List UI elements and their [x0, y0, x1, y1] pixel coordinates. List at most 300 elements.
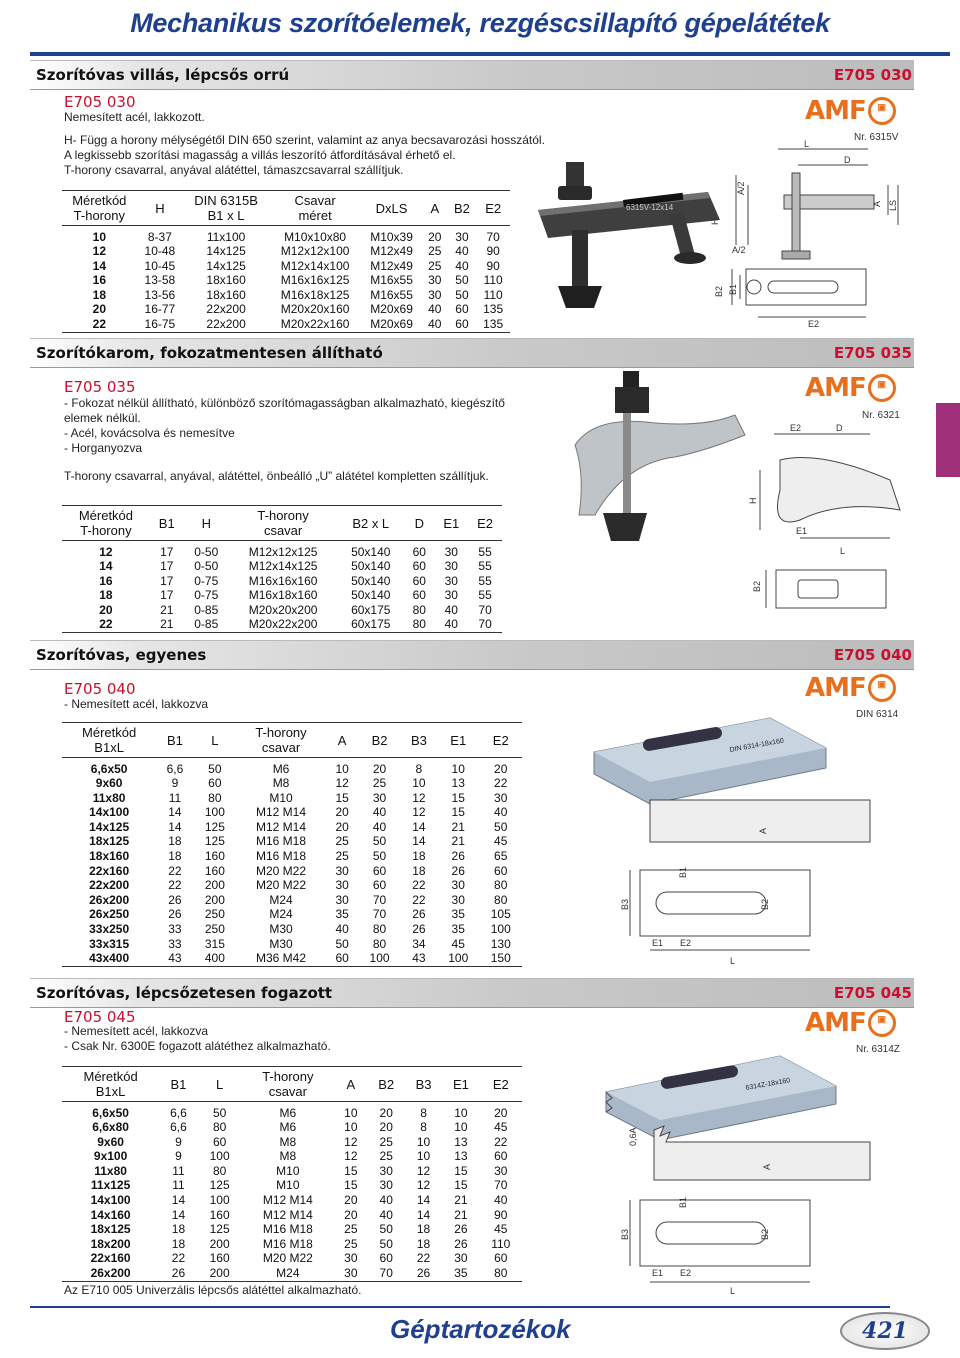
table-cell: 50	[372, 834, 387, 849]
dim-label: B2	[752, 580, 762, 592]
size-code-cell: 22x160	[90, 1251, 131, 1266]
table-cell: 135	[483, 302, 504, 317]
table-cell: 100	[490, 922, 511, 937]
table-cell: 6,6	[166, 761, 184, 776]
column-header-line: T-horony	[80, 523, 132, 538]
column-header	[479, 723, 522, 758]
table-cell: 30	[444, 544, 458, 559]
dim-label: E2	[808, 319, 820, 329]
table-cell: 22x200	[206, 302, 246, 317]
amf-logo-text: AMF	[805, 673, 866, 703]
column-header-line: E2	[485, 200, 502, 216]
table-cell: 60	[335, 951, 349, 966]
size-code-cell: 22	[99, 617, 113, 632]
table-cell: 18x160	[206, 273, 246, 288]
table-row	[62, 1193, 522, 1208]
table-cell: 15	[344, 1163, 358, 1178]
table-cell: 80	[372, 936, 387, 951]
column-header-line: B1 x L	[207, 208, 245, 223]
part-number-1: Nr. 6315V	[854, 132, 899, 143]
table-cell: 30	[494, 790, 508, 805]
table-header-row	[62, 191, 510, 226]
table-cell: 70	[379, 1266, 393, 1281]
table-cell: 60	[412, 559, 426, 574]
technical-drawing-3	[620, 800, 920, 970]
table-cell: 18	[412, 849, 426, 864]
size-code-cell: 6,6x50	[92, 1105, 129, 1120]
table-cell: 30	[451, 892, 465, 907]
table-cell: 45	[451, 936, 465, 951]
table-cell: 12	[416, 1178, 431, 1193]
table-cell: 30	[335, 878, 349, 893]
amf-ring-icon: ▣	[868, 97, 896, 125]
table-cell: 8	[420, 1105, 427, 1120]
dim-label: B2	[714, 285, 724, 297]
table-cell: 18	[416, 1236, 431, 1251]
table-row	[62, 1266, 522, 1281]
table-row	[62, 603, 502, 618]
table-cell: M16x55	[370, 287, 413, 302]
table-row	[62, 849, 522, 864]
size-code-cell: 14	[92, 258, 106, 273]
column-header-line: méret	[298, 208, 332, 223]
column-header-line: B2	[371, 732, 388, 748]
table-cell: 17	[160, 588, 174, 603]
table-cell: 100	[209, 1149, 230, 1164]
spec-table-4	[62, 1066, 522, 1282]
table-cell: 10	[416, 1149, 431, 1164]
table-cell: 80	[212, 1163, 227, 1178]
column-header	[368, 1067, 405, 1102]
table-cell: 160	[209, 1251, 230, 1266]
dim-label: H	[748, 497, 758, 504]
technical-drawing-4	[620, 1110, 920, 1300]
spec-table-1	[62, 190, 510, 333]
table-cell: 15	[454, 1163, 468, 1178]
size-code-cell: 26x200	[89, 892, 130, 907]
table-cell: 22	[412, 892, 426, 907]
table-cell: 33	[168, 922, 182, 937]
table-cell: 13-58	[144, 273, 176, 288]
table-cell: 26	[451, 849, 465, 864]
table-cell: 45	[494, 834, 508, 849]
size-code-cell: 6,6x80	[92, 1120, 129, 1135]
size-code-cell: 14x125	[89, 819, 130, 834]
table-cell: 60	[494, 1149, 508, 1164]
table-cell: 50	[372, 849, 387, 864]
table-cell: 22	[412, 878, 426, 893]
description-1	[64, 110, 545, 178]
photo-label-4: 6314Z-18x160	[745, 1077, 791, 1092]
column-header-line: DIN 6315B	[194, 193, 258, 208]
dim-label: B1	[678, 866, 688, 878]
size-code-cell: 11x125	[90, 1178, 131, 1193]
table-cell: 50	[212, 1105, 227, 1120]
spec-table-3	[62, 722, 522, 967]
table-row	[62, 317, 510, 332]
column-header-line: Csavar	[294, 193, 336, 208]
product-code-2: E705 035	[64, 378, 136, 396]
column-header	[62, 191, 137, 226]
section-code-4: E705 045	[833, 984, 912, 1002]
table-cell: 20	[344, 1207, 358, 1222]
table-cell: M20 M22	[256, 878, 307, 893]
table-cell: 65	[494, 849, 508, 864]
column-header-line: B1	[166, 732, 183, 748]
column-header-line: D	[414, 515, 424, 531]
photo-label-3: DIN 6314-18x160	[729, 737, 785, 754]
table-cell: 14	[168, 805, 182, 820]
column-header-line: B2 x L	[352, 515, 390, 531]
table-1-box	[62, 190, 510, 333]
table-cell: 70	[372, 907, 387, 922]
table-cell: 6,6	[170, 1105, 187, 1120]
table-cell: 21	[160, 617, 174, 632]
footer-divider	[30, 1306, 890, 1308]
size-code-cell: 9x60	[95, 776, 123, 791]
table-cell: 18	[412, 863, 426, 878]
table-cell: 0-85	[194, 617, 219, 632]
table-cell: 80	[372, 922, 387, 937]
table-cell: 21	[160, 602, 174, 617]
column-header	[361, 191, 422, 226]
footer-title: Géptartozékok	[390, 1314, 571, 1344]
table-cell: 125	[204, 819, 225, 834]
dim-label: L	[730, 956, 736, 966]
table-cell: 35	[451, 922, 465, 937]
table-cell: 40	[494, 1193, 508, 1208]
product-code-1: E705 030	[64, 93, 136, 111]
table-cell: 60	[208, 776, 222, 791]
table-cell: M24	[276, 1266, 300, 1281]
product-code-3: E705 040	[64, 680, 136, 698]
table-cell: 130	[490, 936, 511, 951]
column-header-line: L	[211, 732, 219, 748]
table-cell: 20	[379, 1120, 393, 1135]
table-cell: 21	[454, 1207, 468, 1222]
table-cell: 25	[379, 1149, 393, 1164]
table-cell: 11	[172, 1163, 185, 1178]
column-header-line: A	[337, 732, 347, 748]
table-cell: 30	[454, 1251, 468, 1266]
table-cell: 135	[483, 317, 504, 332]
clamp-photo-2	[555, 365, 755, 545]
description-line: elemek nélkül.	[64, 411, 141, 425]
table-cell: 26	[451, 863, 465, 878]
dim-label: D	[836, 423, 843, 433]
table-cell: 30	[444, 559, 458, 574]
dim-label: L	[840, 546, 846, 556]
product-code-4: E705 045	[64, 1008, 136, 1026]
table-row	[62, 1251, 522, 1266]
table-cell: 80	[494, 878, 508, 893]
table-cell: 60x175	[351, 617, 391, 632]
table-row	[62, 259, 510, 274]
dim-label: E1	[652, 1268, 664, 1278]
table-cell: 20	[494, 1105, 508, 1120]
size-code-cell: 22x200	[89, 878, 130, 893]
table-cell: 18	[171, 1222, 186, 1237]
table-row	[62, 273, 510, 288]
table-cell: 100	[204, 805, 225, 820]
part-number-2: Nr. 6321	[862, 410, 900, 421]
table-cell: 110	[483, 287, 503, 302]
table-cell: 45	[494, 1222, 508, 1237]
table-cell: 60	[412, 544, 426, 559]
table-cell: M16 M18	[262, 1222, 313, 1237]
description-line: - Fokozat nélkül állítható, különböző szorítómagasságban alkalmazható, kiegészítő	[64, 396, 505, 410]
table-row	[62, 893, 522, 908]
table-cell: 20	[335, 819, 349, 834]
table-cell: M20x22x200	[248, 617, 318, 632]
column-header-line: DxLS	[375, 200, 408, 216]
column-header-line: B2	[454, 200, 470, 216]
amf-ring-icon: ▣	[868, 374, 896, 402]
column-header-line: B3	[410, 732, 427, 748]
table-cell: 21	[451, 819, 465, 834]
table-4-box	[62, 1066, 522, 1282]
size-code-cell: 18	[99, 588, 113, 603]
table-cell: 14	[416, 1193, 431, 1208]
table-cell: 10-45	[144, 258, 176, 273]
size-code-cell: 26x200	[90, 1266, 131, 1281]
column-header	[198, 1067, 242, 1102]
amf-ring-icon: ▣	[868, 1009, 896, 1037]
table-cell: M20x22x160	[280, 317, 350, 332]
technical-drawing-2	[740, 420, 920, 635]
table-cell: 22x200	[206, 317, 246, 332]
dim-label: A	[872, 200, 882, 207]
table-cell: 60	[372, 878, 387, 893]
table-cell: 26	[416, 1266, 431, 1281]
table-cell: 17	[160, 559, 174, 574]
table-cell: 35	[451, 907, 465, 922]
dim-label: B3	[620, 898, 630, 910]
table-row	[62, 922, 522, 937]
table-cell: M6	[279, 1120, 297, 1135]
description-3	[64, 697, 208, 712]
table-cell: 20	[335, 805, 349, 820]
table-cell: 15	[454, 1178, 468, 1193]
table-cell: M20 M22	[256, 863, 307, 878]
table-cell: 15	[451, 790, 465, 805]
column-header-line: T-horony	[262, 1069, 314, 1084]
size-code-cell: 18x125	[89, 834, 130, 849]
size-code-cell: 18x160	[89, 849, 130, 864]
dim-label: L	[730, 1286, 736, 1296]
table-cell: M12 M14	[262, 1207, 313, 1222]
table-cell: 60	[455, 317, 469, 332]
table-cell: 33	[168, 936, 182, 951]
table-row	[62, 1135, 522, 1150]
table-row	[62, 1106, 522, 1121]
column-header	[137, 191, 183, 226]
table-cell: M12 M14	[256, 819, 307, 834]
table-cell: 35	[454, 1266, 468, 1281]
size-code-cell: 18x200	[90, 1236, 131, 1251]
table-cell: 125	[209, 1222, 230, 1237]
table-cell: 50	[455, 273, 469, 288]
table-cell: 10	[335, 761, 349, 776]
dim-label: E2	[680, 1268, 692, 1278]
table-cell: 12	[344, 1134, 358, 1149]
table-cell: 100	[369, 951, 390, 966]
table-cell: 40	[444, 617, 458, 632]
size-code-cell: 18	[92, 287, 106, 302]
table-cell: M24	[269, 907, 293, 922]
footer-note: Az E710 005 Univerzális lépcsős alátéttel alkalmazható.	[64, 1283, 362, 1297]
table-cell: M20x69	[370, 302, 413, 317]
column-header-line: E2	[477, 515, 494, 531]
table-cell: M10x10x80	[284, 229, 347, 244]
table-cell: 55	[478, 544, 492, 559]
table-cell: 80	[412, 602, 426, 617]
table-cell: 30	[451, 878, 465, 893]
table-cell: 25	[428, 258, 442, 273]
table-cell: 30	[428, 273, 442, 288]
table-row	[62, 762, 522, 777]
table-cell: 160	[209, 1207, 230, 1222]
table-cell: 12	[416, 1163, 431, 1178]
table-cell: 25	[344, 1236, 358, 1251]
dim-label: A/2	[736, 181, 746, 195]
table-cell: 60	[379, 1251, 393, 1266]
header-divider	[30, 52, 950, 56]
section-title-1: Szorítóvas villás, lépcsős orrú	[36, 66, 290, 84]
amf-logo-3	[805, 673, 896, 703]
amf-ring-icon: ▣	[868, 674, 896, 702]
table-cell: 50	[455, 287, 469, 302]
column-header-line: B1xL	[94, 740, 124, 755]
dim-label: E2	[790, 423, 802, 433]
table-cell: 60x175	[351, 602, 391, 617]
table-cell: 17	[160, 573, 174, 588]
table-cell: 26	[412, 922, 426, 937]
table-cell: 10	[412, 776, 426, 791]
table-cell: 13	[454, 1149, 468, 1164]
table-cell: 26	[454, 1222, 468, 1237]
table-cell: 30	[444, 588, 458, 603]
table-row	[62, 588, 502, 603]
description-line: T-horony csavarral, anyával alátéttel, támaszcsavarral szállítjuk.	[64, 163, 404, 177]
table-cell: 400	[204, 951, 225, 966]
table-row	[62, 951, 522, 966]
column-header-line: L	[216, 1076, 224, 1092]
column-header	[150, 506, 184, 541]
table-header-row	[62, 723, 522, 758]
column-header	[480, 1067, 522, 1102]
size-code-cell: 18x125	[90, 1222, 131, 1237]
size-code-cell: 20	[99, 602, 113, 617]
column-header	[156, 723, 193, 758]
column-header	[422, 191, 448, 226]
table-cell: M20x20x160	[280, 302, 350, 317]
table-cell: 40	[379, 1207, 393, 1222]
table-cell: M12x49	[370, 244, 413, 259]
table-cell: 8-37	[147, 229, 172, 244]
table-cell: M16 M18	[256, 849, 307, 864]
table-header-row	[62, 506, 502, 541]
table-cell: 26	[412, 907, 426, 922]
table-cell: 12	[335, 776, 349, 791]
table-cell: 22	[416, 1251, 431, 1266]
dim-label: E1	[796, 526, 808, 536]
column-header-line: T-horony	[257, 508, 309, 523]
table-cell: 30	[372, 790, 387, 805]
column-header-line: E2	[492, 1076, 509, 1092]
column-header-line: E1	[452, 1076, 469, 1092]
table-cell: 11	[172, 1178, 185, 1193]
table-cell: 0-75	[194, 573, 219, 588]
table-cell: M12 M14	[256, 805, 307, 820]
table-row	[62, 1222, 522, 1237]
table-cell: 250	[204, 922, 225, 937]
table-header-row	[62, 1067, 522, 1102]
table-row	[62, 617, 502, 632]
column-header	[337, 506, 404, 541]
size-code-cell: 11x80	[92, 790, 126, 805]
size-code-cell: 22	[92, 317, 106, 332]
column-header-line: csavar	[263, 523, 303, 538]
size-code-cell: 14x100	[89, 805, 130, 820]
table-cell: 26	[168, 892, 182, 907]
table-cell: 30	[335, 863, 349, 878]
technical-drawing-1	[708, 139, 908, 335]
table-cell: 10	[344, 1120, 358, 1135]
table-cell: 160	[204, 849, 225, 864]
column-header-line: Méretkód	[82, 725, 137, 740]
table-row	[62, 937, 522, 952]
column-header	[405, 1067, 442, 1102]
column-header-line: Méretkód	[78, 508, 134, 523]
table-cell: M12x12x125	[248, 544, 318, 559]
table-cell: 43	[412, 951, 426, 966]
table-cell: 0-50	[194, 559, 219, 574]
column-header-line: B1	[158, 515, 175, 531]
column-header	[437, 723, 479, 758]
dim-label: B1	[728, 283, 738, 295]
table-cell: M12 M14	[262, 1193, 313, 1208]
dim-label: B2	[760, 1228, 770, 1240]
table-cell: 50	[208, 761, 222, 776]
size-code-cell: 12	[92, 244, 106, 259]
table-row	[62, 878, 522, 893]
table-cell: 26	[168, 907, 182, 922]
table-row	[62, 805, 522, 820]
column-header	[62, 1067, 159, 1102]
description-line: - Nemesített acél, lakkozva	[64, 1024, 209, 1038]
table-cell: 60	[494, 863, 508, 878]
column-header	[326, 723, 358, 758]
table-cell: M12x12x100	[280, 244, 350, 259]
table-cell: 80	[208, 790, 222, 805]
page-number: 421	[840, 1312, 930, 1350]
table-cell: 70	[494, 1178, 508, 1193]
side-tab-marker	[936, 403, 960, 477]
table-cell: 30	[428, 287, 442, 302]
amf-logo-text: AMF	[805, 1008, 866, 1038]
section-code-1: E705 030	[833, 66, 912, 84]
dim-label: B3	[620, 1228, 630, 1240]
table-cell: 30	[494, 1163, 508, 1178]
table-row	[62, 574, 502, 589]
size-code-cell: 9x60	[97, 1134, 124, 1149]
table-cell: 50x140	[351, 588, 391, 603]
table-cell: 21	[454, 1193, 468, 1208]
column-header-line: T-horony	[255, 725, 307, 740]
table-cell: 25	[428, 244, 442, 259]
table-row	[62, 1178, 522, 1193]
